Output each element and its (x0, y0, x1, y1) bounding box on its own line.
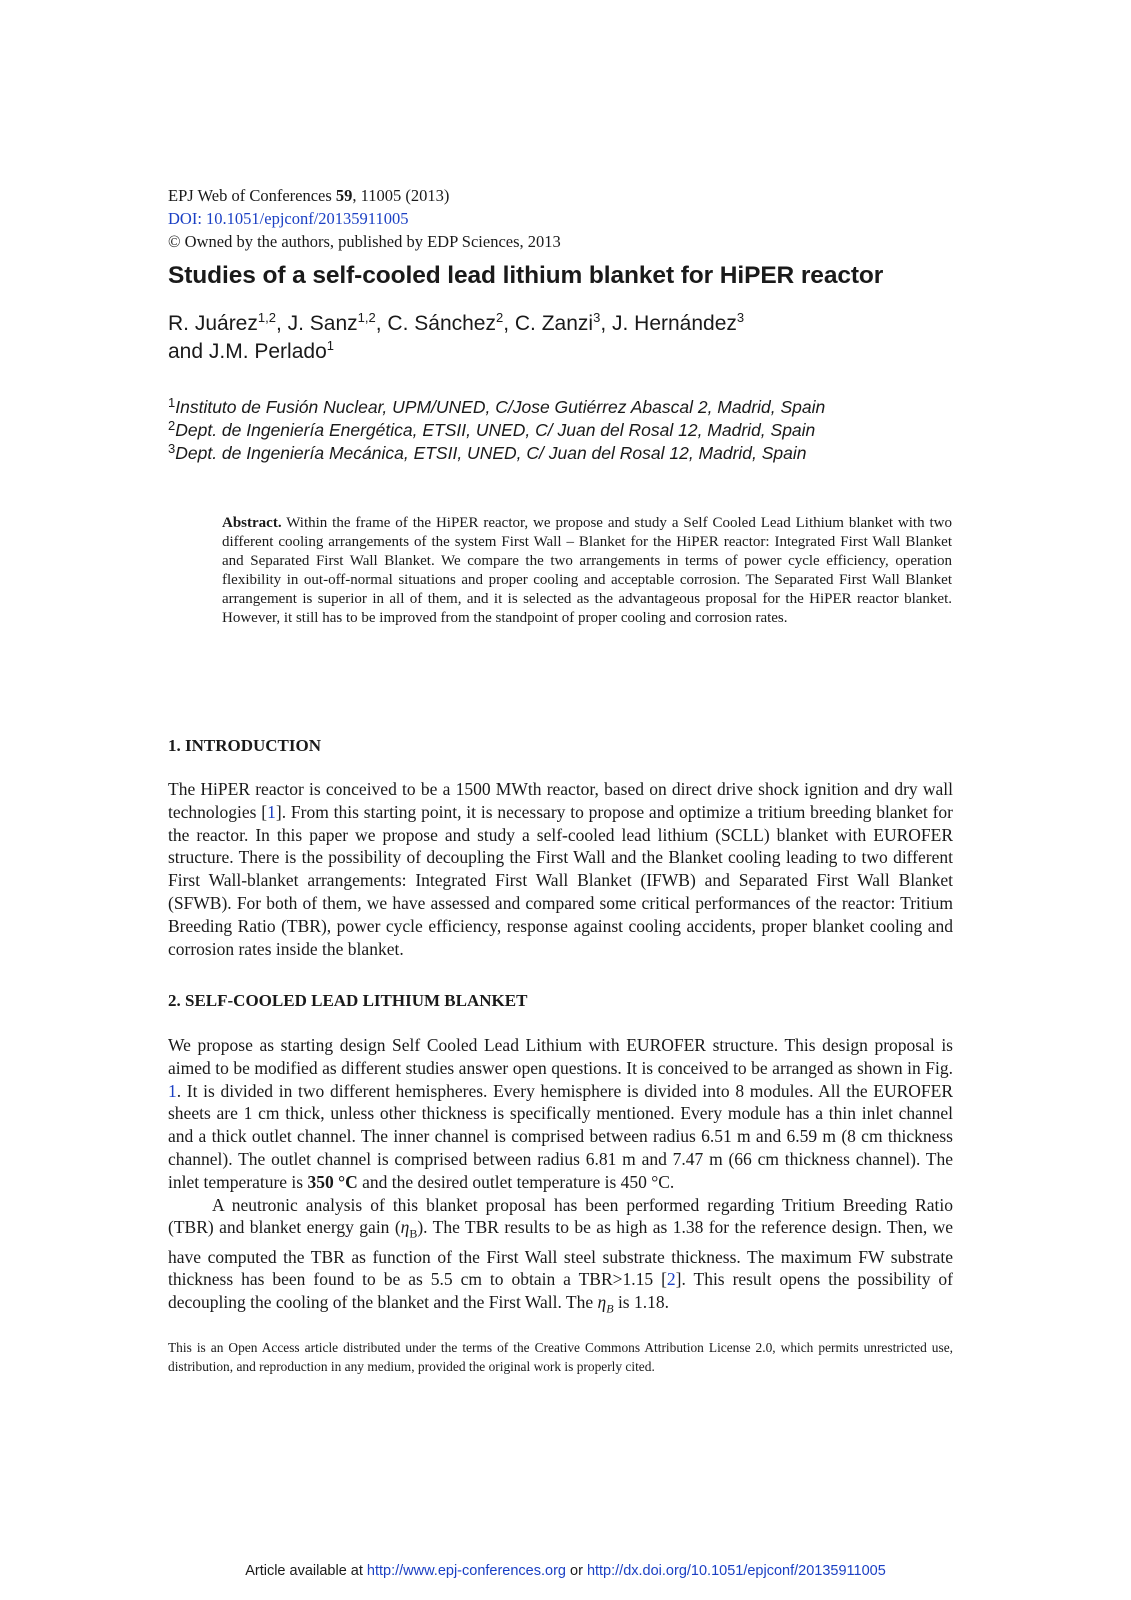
author-name: R. Juárez (168, 312, 258, 335)
affiliation-3: $^3$Dept. de Ingeniería Mecánica, ETSII, UNED, C/ Juan del Rosal 12, Madrid, Spain (168, 441, 807, 463)
author-name: C. Sánchez (387, 312, 496, 335)
author-list (168, 310, 988, 366)
author-affiliation-marker: 1,2 (257, 310, 276, 325)
author-line-2: and J.M. Perlado$^1$ (168, 338, 334, 363)
author-affiliation-marker: 2 (495, 310, 504, 325)
section-heading-introduction: 1. INTRODUCTION (168, 736, 322, 755)
author-line-1: R. Juárez$^{1,2}$, J. Sanz$^{1,2}$, C. Sánchez$^2$, C. Zanzi$^3$, J. Hernández$^3$ (168, 310, 745, 335)
page-footer: Article available at http://www.epj-conferences.org or http://dx.doi.org/10.1051/epjconf/20135911005 (245, 1563, 886, 1579)
affiliation-2: $^2$Dept. de Ingeniería Energética, ETSII, UNED, C/ Juan del Rosal 12, Madrid, Spain (168, 418, 816, 440)
sclb-paragraph-1: We propose as starting design Self Cooled Lead Lithium with EUROFER structure. This design proposal is aimed to be modified as different studies answer open questions. It is conceived to be arranged as shown in Fig. 1. It is divided in two different hemispheres. Every hemisphere is divided into 8 modules. All the EUROFER sheets are 1 cm thick, unless other thickness is specifically mentioned. Every module has a thin inlet channel and a thick outlet channel. The inner channel is comprised between radius 6.51 m and 6.59 m (8 cm thickness channel). The outlet channel is comprised between radius 6.81 m and 7.47 m (66 cm thickness channel). The inlet temperature is 350 °C and the desired outlet temperature is 450 °C. A neutronic analysis of this blanket proposal has been performed regarding Tritium Breeding Ratio (TBR) and blanket energy gain $(\eta_B)$. The TBR results to be as high as 1.38 for the reference design. Then, we have computed the TBR as function of the First Wall steel substrate thickness. The maximum FW substrate thickness has been found to be as 5.5 cm to obtain a TBR>1.15 [2]. This result opens the possibility of decoupling the cooling of the blanket and the First Wall. The $\eta_B$ is 1.18. (168, 1035, 953, 1316)
journal-citation: EPJ Web of Conferences 59, 11005 (2013) (168, 186, 450, 205)
open-access-footnote: This is an Open Access article distributed under the terms of the Creative Commons Attribution License 2.0, which permits unrestricted use, distribution, and reproduction in any medium, provided the original work is properly cited. (168, 1340, 953, 1374)
author-affiliation-marker: 3 (593, 310, 601, 325)
author-name: J. Hernández (611, 312, 737, 335)
copyright-icon: © (168, 232, 181, 251)
figure-link-1[interactable]: 1 (168, 1080, 177, 1101)
reference-link-2[interactable]: 2 (666, 1269, 676, 1290)
epj-conferences-link[interactable]: http://www.epj-conferences.org (366, 1563, 566, 1579)
doi-link[interactable]: DOI: 10.1051/epjconf/20135911005 (168, 209, 409, 228)
author-name: C. Zanzi (514, 312, 594, 335)
doi-footer-link[interactable]: http://dx.doi.org/10.1051/epjconf/20135911005 (586, 1563, 886, 1579)
intro-paragraph: The HiPER reactor is conceived to be a 1500 MWth reactor, based on direct drive shock ignition and dry wall technologies [1]. From this starting point, it is necessary to propose and optimize a tritium breeding blanket for the reactor. In this paper we propose and study a self-cooled lead lithium (SCLL) blanket with EUROFER structure. There is the possibility of decoupling the First Wall and the Blanket cooling leading to two different First Wall-blanket arrangements: Integrated First Wall Blanket (IFWB) and Separated First Wall Blanket (SFWB). For both of them, we have assessed and compared some critical performances of the reactor: Tritium Breeding Ratio (TBR), power cycle efficiency, response against cooling accidents, proper blanket cooling and corrosion rates inside the blanket. (168, 779, 953, 959)
author-affiliation-marker: 1,2 (357, 310, 376, 325)
copyright-line: © Owned by the authors, published by EDP Sciences, 2013 (168, 232, 561, 251)
reference-link-1[interactable]: 1 (267, 801, 276, 822)
affiliation-1: $^1$Instituto de Fusión Nuclear, UPM/UNED, C/Jose Gutiérrez Abascal 2, Madrid, Spain (168, 395, 826, 417)
abstract: Abstract. Within the frame of the HiPER reactor, we propose and study a Self Cooled Lead Lithium blanket with two different cooling arrangements of the system First Wall – Blanket for the HiPER reactor: Integrated First Wall Blanket and Separated First Wall Blanket. We compare the two arrangements in terms of power cycle efficiency, operation flexibility in out-off-normal situations and proper cooling and acceptable corrosion. The Separated First Wall Blanket arrangement is superior in all of them, and it is selected as the advantageous proposal for the HiPER reactor blanket. However, it still has to be improved from the standpoint of proper cooling and corrosion rates. (222, 515, 952, 626)
abstract-label: Abstract. (222, 515, 282, 531)
author-name: J. Sanz (287, 312, 358, 335)
section-heading-sclb: 2. SELF-COOLED LEAD LITHIUM BLANKET (168, 991, 528, 1010)
paper-title: Studies of a self-cooled lead lithium blanket for HiPER reactor (168, 262, 884, 289)
author-affiliation-marker: 3 (736, 310, 745, 325)
